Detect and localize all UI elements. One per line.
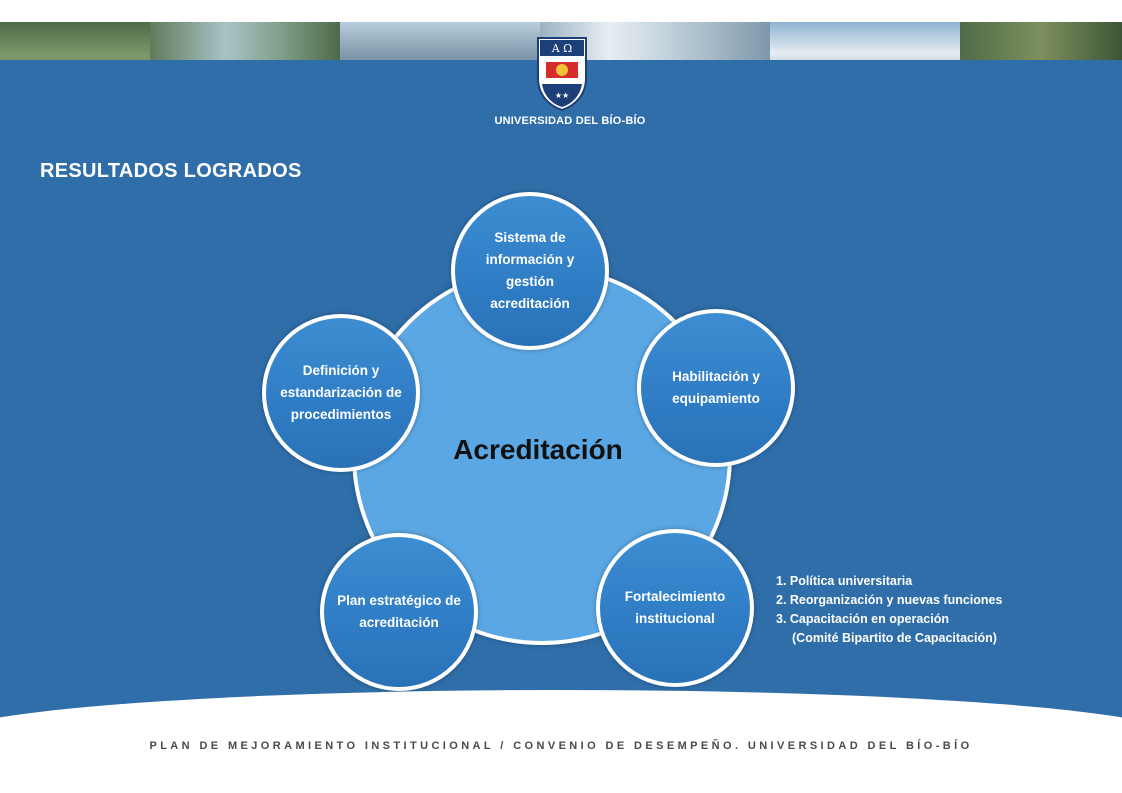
list-item: 3. Capacitación en operación [776, 612, 949, 626]
footer-text: PLAN DE MEJORAMIENTO INSTITUCIONAL / CONVENIO DE DESEMPEÑO. UNIVERSIDAD DEL BÍO-BÍO [149, 740, 973, 752]
university-name: UNIVERSIDAD DEL BÍO-BÍO [494, 115, 646, 127]
list-item: (Comité Bipartito de Capacitación) [792, 631, 997, 645]
satellite-information-system [451, 192, 609, 350]
satellite-institutional-strengthening [596, 529, 754, 687]
satellite-label: Definición y estandarización de procedimientos [280, 363, 402, 422]
list-item: 2. Reorganización y nuevas funciones [776, 593, 1003, 607]
list-item: 1. Política universitaria [776, 574, 913, 588]
shield-glyphs: Α Ω [551, 42, 573, 55]
satellite-strategic-plan [320, 533, 478, 691]
svg-text:★★: ★★ [554, 91, 570, 100]
satellite-label: Sistema de información y gestión acreditación [485, 230, 575, 311]
satellite-procedures [262, 314, 420, 472]
satellite-equipment [637, 309, 795, 467]
results-list [776, 572, 1002, 648]
university-shield-icon [534, 34, 590, 112]
page-title: RESULTADOS LOGRADOS [40, 160, 302, 182]
satellite-label: Plan estratégico de acreditación [337, 593, 461, 630]
satellite-label: Fortalecimiento institucional [624, 589, 726, 626]
satellite-label: Habilitación y equipamiento [672, 369, 760, 406]
center-label: Acreditación [453, 434, 623, 465]
